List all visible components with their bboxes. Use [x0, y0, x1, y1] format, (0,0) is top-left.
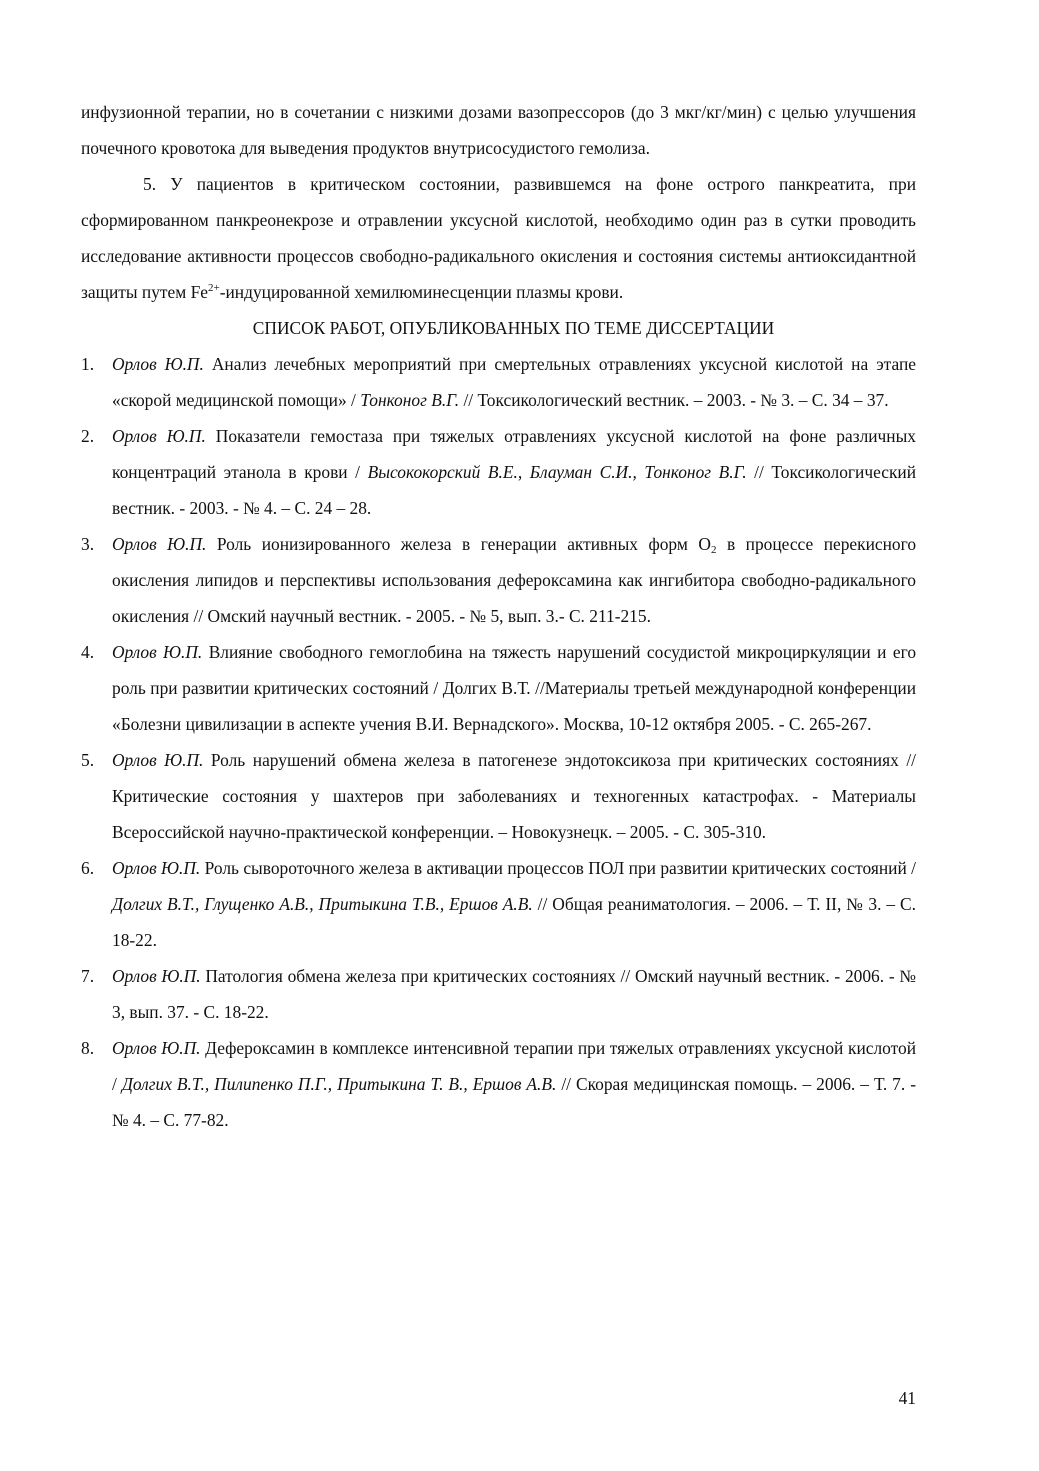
intro-paragraph-1	[81, 94, 916, 166]
page-content	[81, 94, 916, 1138]
publication-number: 1.	[81, 354, 95, 374]
publication-text: Анализ лечебных мероприятий при смертельных отравлениях уксусной кислотой на этапе «скорой медицинской помощи» /	[112, 354, 916, 410]
publication-author: Орлов Ю.П.	[112, 966, 201, 986]
publication-author: Орлов Ю.П.	[112, 858, 201, 878]
intro-paragraph-1-text: инфузионной терапии, но в сочетании с низкими дозами вазопрессоров (до 3 мкг/кг/мин) с целью улучшения почечного кровотока для выведения продуктов внутрисосудистого гемолиза.	[81, 102, 916, 158]
publication-text: Дефероксамин в комплексе интенсивной терапии при тяжелых отравлениях уксусной кислотой /	[112, 1038, 916, 1094]
section-heading: СПИСОК РАБОТ, ОПУБЛИКОВАННЫХ ПО ТЕМЕ ДИССЕРТАЦИИ	[252, 318, 775, 338]
publication-item	[81, 1030, 916, 1138]
publication-item	[81, 850, 916, 958]
publication-coauthors: Долгих В.Т., Пилипенко П.Г., Притыкина Т. В., Ершов А.В.	[121, 1074, 557, 1094]
publication-number: 6.	[81, 858, 95, 878]
publication-coauthors: Высококорский В.Е., Блауман С.И., Тонконог В.Г.	[367, 462, 747, 482]
publication-text: Патология обмена железа при критических состояниях // Омский научный вестник. - 2006. - № 3, вып. 37. - С. 18-22.	[112, 966, 916, 1022]
publication-item	[81, 526, 916, 634]
publication-text: Показатели гемостаза при тяжелых отравлениях уксусной кислотой на фоне различных концентраций этанола в крови /	[112, 426, 916, 482]
publication-author: Орлов Ю.П.	[112, 1038, 201, 1058]
publication-text: Роль сывороточного железа в активации процессов ПОЛ при развитии критических состояний /	[200, 858, 917, 878]
publication-author: Орлов Ю.П.	[112, 426, 206, 446]
publication-coauthors: Тонконог В.Г.	[360, 390, 460, 410]
publication-item	[81, 346, 916, 418]
publication-item	[81, 418, 916, 526]
oxygen-subscript: 2	[710, 544, 717, 556]
iron-charge-superscript: 2+	[207, 282, 220, 294]
publication-text: Роль нарушений обмена железа в патогенезе эндотоксикоза при критических состояниях // Критические состояния у шахтеров при заболеваниях и техногенных катастрофах. - Материалы Всероссийской научно-практической конференции. – Новокузнецк. – 2005. - С. 305-310.	[112, 750, 916, 842]
intro-paragraph-2	[81, 166, 916, 310]
publication-author: Орлов Ю.П.	[112, 534, 207, 554]
publication-number: 4.	[81, 642, 95, 662]
publication-number: 7.	[81, 966, 95, 986]
publication-source: // Токсикологический вестник. – 2003. - № 3. – С. 34 – 37.	[459, 390, 889, 410]
publication-author: Орлов Ю.П.	[112, 750, 204, 770]
publication-item	[81, 958, 916, 1030]
publication-coauthors: Долгих В.Т., Глущенко А.В., Притыкина Т.В., Ершов А.В.	[112, 894, 533, 914]
publication-author: Орлов Ю.П.	[112, 642, 203, 662]
publication-number: 3.	[81, 534, 95, 554]
publication-item	[81, 742, 916, 850]
publication-source: // Токсикологический вестник. - 2003. - № 4. – С. 24 – 28.	[112, 462, 917, 518]
publication-number: 8.	[81, 1038, 95, 1058]
page-number: 41	[898, 1388, 916, 1408]
intro-paragraph-2-text: 5. У пациентов в критическом состоянии, развившемся на фоне острого панкреатита, при сформированном панкреонекрозе и отравлении уксусной кислотой, необходимо один раз в сутки проводить исследование активности процессов свободно-радикального окисления и состояния системы антиоксидантной защиты путем Fe	[81, 174, 916, 302]
publication-list	[81, 346, 916, 1138]
publication-source: // Общая реаниматология. – 2006. – Т. II, № 3. – С. 18-22.	[112, 894, 917, 950]
publication-text: Роль ионизированного железа в генерации активных форм O	[206, 534, 711, 554]
publication-text: Влияние свободного гемоглобина на тяжесть нарушений сосудистой микроциркуляции и его роль при развитии критических состояний / Долгих В.Т. //Материалы третьей международной конференции «Болезни цивилизации в аспекте учения В.И. Вернадского». Москва, 10-12 октября 2005. - С. 265-267.	[112, 642, 917, 734]
publication-source: // Скорая медицинская помощь. – 2006. – Т. 7. - № 4. – С. 77-82.	[112, 1074, 916, 1130]
intro-paragraph-2-tail: -индуцированной хемилюминесценции плазмы крови.	[219, 282, 624, 302]
publication-author: Орлов Ю.П.	[112, 354, 204, 374]
publication-source: в процессе перекисного окисления липидов и перспективы использования дефероксамина как ингибитора свободно-радикального окисления // Омский научный вестник. - 2005. - № 5, вып. 3.- С. 211-215.	[112, 534, 917, 626]
publication-number: 5.	[81, 750, 95, 770]
publication-item	[81, 634, 916, 742]
publication-number: 2.	[81, 426, 95, 446]
